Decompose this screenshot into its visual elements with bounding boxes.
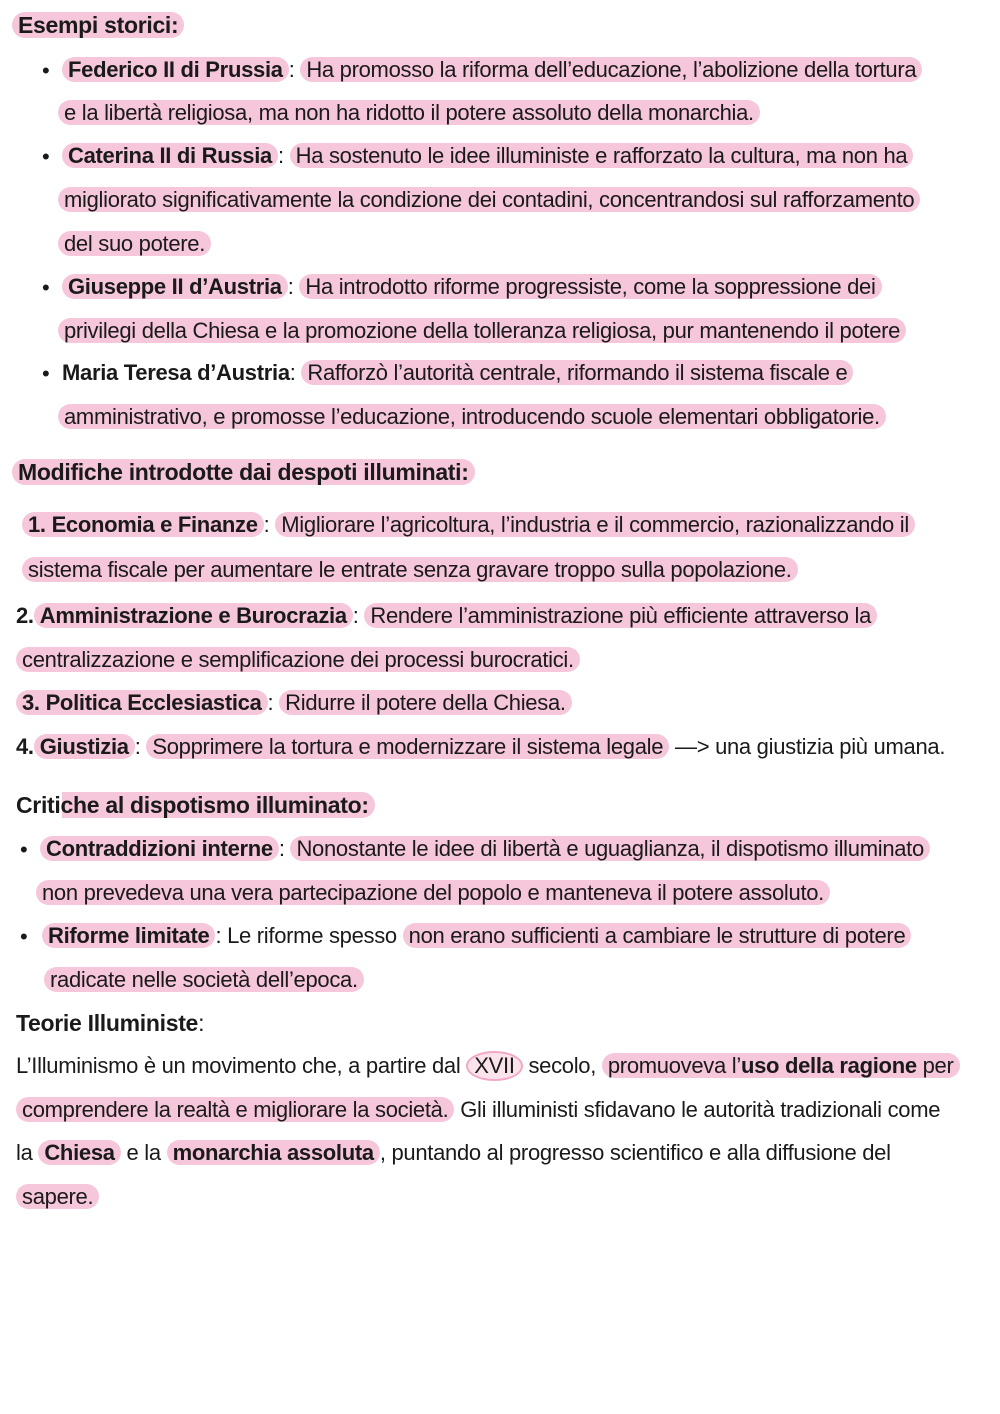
section-heading-modifiche [12, 457, 475, 487]
bullet: • [42, 275, 50, 300]
giuseppe-line-2: privilegi della Chiesa e la promozione della tolleranza religiosa, pur mantenendo il potere [58, 318, 906, 343]
giuseppe-line-2-row [58, 316, 906, 346]
teorie-text: secolo, [528, 1053, 597, 1078]
heading-text: Teorie Illuministe [16, 1010, 199, 1036]
comma: , [379, 1140, 386, 1165]
critica-1-line-2-row [36, 878, 830, 908]
bullet: • [42, 361, 50, 386]
item-1-line-1: Migliorare l’agricoltura, l’industria e il commercio, razionalizzando il [275, 512, 915, 537]
teorie-text: e la [126, 1140, 161, 1165]
critica-title: Contraddizioni interne [40, 836, 279, 861]
critica-2-line-1b: non erano sufficienti a cambiare le strutture di potere [403, 923, 912, 948]
item-title: Economia e Finanze [51, 512, 258, 537]
item-2-line-2-row [16, 645, 580, 675]
critica-title: Riforme limitate [42, 923, 215, 948]
numbered-item-4 [16, 732, 945, 762]
bullet: • [42, 58, 50, 83]
critica-2-line-1a: Le riforme spesso [227, 923, 397, 948]
teorie-line-2 [16, 1095, 940, 1125]
item-2-line-1: Rendere l’amministrazione più efficiente attraverso la [364, 603, 877, 628]
colon: : [267, 690, 274, 715]
item-number: 1. [28, 512, 46, 537]
colon: : [198, 1010, 205, 1036]
teorie-line-4 [16, 1182, 99, 1212]
maria-line-2: amministrativo, e promosse l’educazione, introducendo scuole elementari obbligatorie. [58, 404, 886, 429]
section-heading-esempi [12, 10, 184, 40]
teorie-line-3 [16, 1138, 891, 1168]
item-title: Giustizia [34, 734, 135, 759]
numbered-item-3 [16, 688, 572, 718]
federico-line-2: e la libertà religiosa, ma non ha ridotto il potere assoluto della monarchia. [58, 100, 760, 125]
list-item-giuseppe [62, 272, 882, 302]
caterina-line-3-row [58, 229, 211, 259]
maria-name: Maria Teresa d’Austria [62, 360, 290, 385]
item-4-line-1: Sopprimere la tortura e modernizzare il sistema legale [146, 734, 669, 759]
critica-2-line-2: radicate nelle società dell’epoca. [44, 967, 364, 992]
section-heading-critiche [16, 790, 375, 820]
bullet: • [42, 144, 50, 169]
federico-line-2-row [58, 98, 760, 128]
list-item-caterina [62, 141, 913, 171]
teorie-text: L’Illuminismo è un movimento che, a partire dal [16, 1053, 461, 1078]
federico-line-1: Ha promosso la riforma dell’educazione, l’abolizione della tortura [300, 57, 922, 82]
section-heading-teorie [16, 1008, 204, 1038]
teorie-line-1 [16, 1051, 960, 1081]
bullet: • [20, 924, 28, 949]
critica-1-line-1: Nonostante le idee di libertà e uguaglianza, il dispotismo illuminato [290, 836, 929, 861]
maria-line-2-row [58, 402, 886, 432]
colon: : [352, 603, 359, 628]
list-item-contraddizioni [40, 834, 930, 864]
item-number: 4. [16, 734, 34, 759]
list-item-maria-teresa [62, 358, 853, 388]
keyword-uso-della-ragione: uso della ragione [740, 1053, 917, 1078]
teorie-highlight-1 [602, 1053, 960, 1078]
teorie-text: comprendere la realtà e migliorare la società. [16, 1097, 454, 1122]
item-2-line-2: centralizzazione e semplificazione dei processi burocratici. [16, 647, 580, 672]
item-number: 3. [22, 690, 40, 715]
list-item-federico [62, 55, 922, 85]
critica-2-line-2-row [44, 965, 364, 995]
giuseppe-name: Giuseppe II d’Austria [62, 274, 288, 299]
colon: : [263, 512, 270, 537]
caterina-line-3: del suo potere. [58, 231, 211, 256]
heading-text: Modifiche introdotte dai despoti illuminati: [12, 459, 475, 485]
item-1-line-2: sistema fiscale per aumentare le entrate senza gravare troppo sulla popolazione. [22, 557, 798, 582]
item-title: Amministrazione e Burocrazia [34, 603, 353, 628]
item-1-title-group [22, 512, 264, 537]
giuseppe-line-1: Ha introdotto riforme progressiste, come la soppressione dei [299, 274, 881, 299]
numbered-item-2 [16, 601, 877, 631]
caterina-line-1: Ha sostenuto le idee illuministe e rafforzato la cultura, ma non ha [290, 143, 914, 168]
teorie-text: la [16, 1140, 33, 1165]
item-number: 2. [16, 603, 34, 628]
item-4-tail: una giustizia più umana. [715, 734, 946, 759]
critica-1-line-2: non prevedeva una vera partecipazione del popolo e manteneva il potere assoluto. [36, 880, 830, 905]
colon: : [278, 836, 285, 861]
list-item-riforme-limitate [42, 921, 911, 951]
heading-text: Esempi storici: [12, 12, 184, 38]
item-3-title-group [16, 690, 268, 715]
teorie-text: promuoveva l’ [607, 1053, 741, 1078]
numbered-item-1 [22, 510, 915, 540]
bullet: • [20, 837, 28, 862]
federico-name: Federico II di Prussia [62, 57, 289, 82]
caterina-name: Caterina II di Russia [62, 143, 278, 168]
keyword-monarchia-assoluta: monarchia assoluta [167, 1140, 380, 1165]
maria-line-1: Rafforzò l’autorità centrale, riformando il sistema fiscale e [301, 360, 853, 385]
item-title: Politica Ecclesiastica [45, 690, 262, 715]
caterina-line-2: migliorato significativamente la condizione dei contadini, concentrandosi sul rafforzamento [58, 187, 920, 212]
century-circle: XVII [466, 1051, 522, 1081]
teorie-text: Gli illuministi sfidavano le autorità tradizionali come [460, 1097, 941, 1122]
item-3-line-1: Ridurre il potere della Chiesa. [279, 690, 572, 715]
colon: : [287, 274, 294, 299]
arrow-glyph: —> [675, 734, 710, 759]
keyword-chiesa: Chiesa [38, 1140, 120, 1165]
colon: : [134, 734, 141, 759]
colon: : [215, 923, 222, 948]
item-1-line-2-row [22, 555, 798, 585]
colon: : [289, 360, 296, 385]
teorie-text: per [922, 1053, 954, 1078]
caterina-line-2-row [58, 185, 920, 215]
colon: : [288, 57, 295, 82]
teorie-text: sapere. [16, 1184, 99, 1209]
colon: : [278, 143, 284, 168]
heading-text: Critiche al dispotismo illuminato: [16, 792, 375, 818]
teorie-text: puntando al progresso scientifico e alla diffusione del [391, 1140, 891, 1165]
